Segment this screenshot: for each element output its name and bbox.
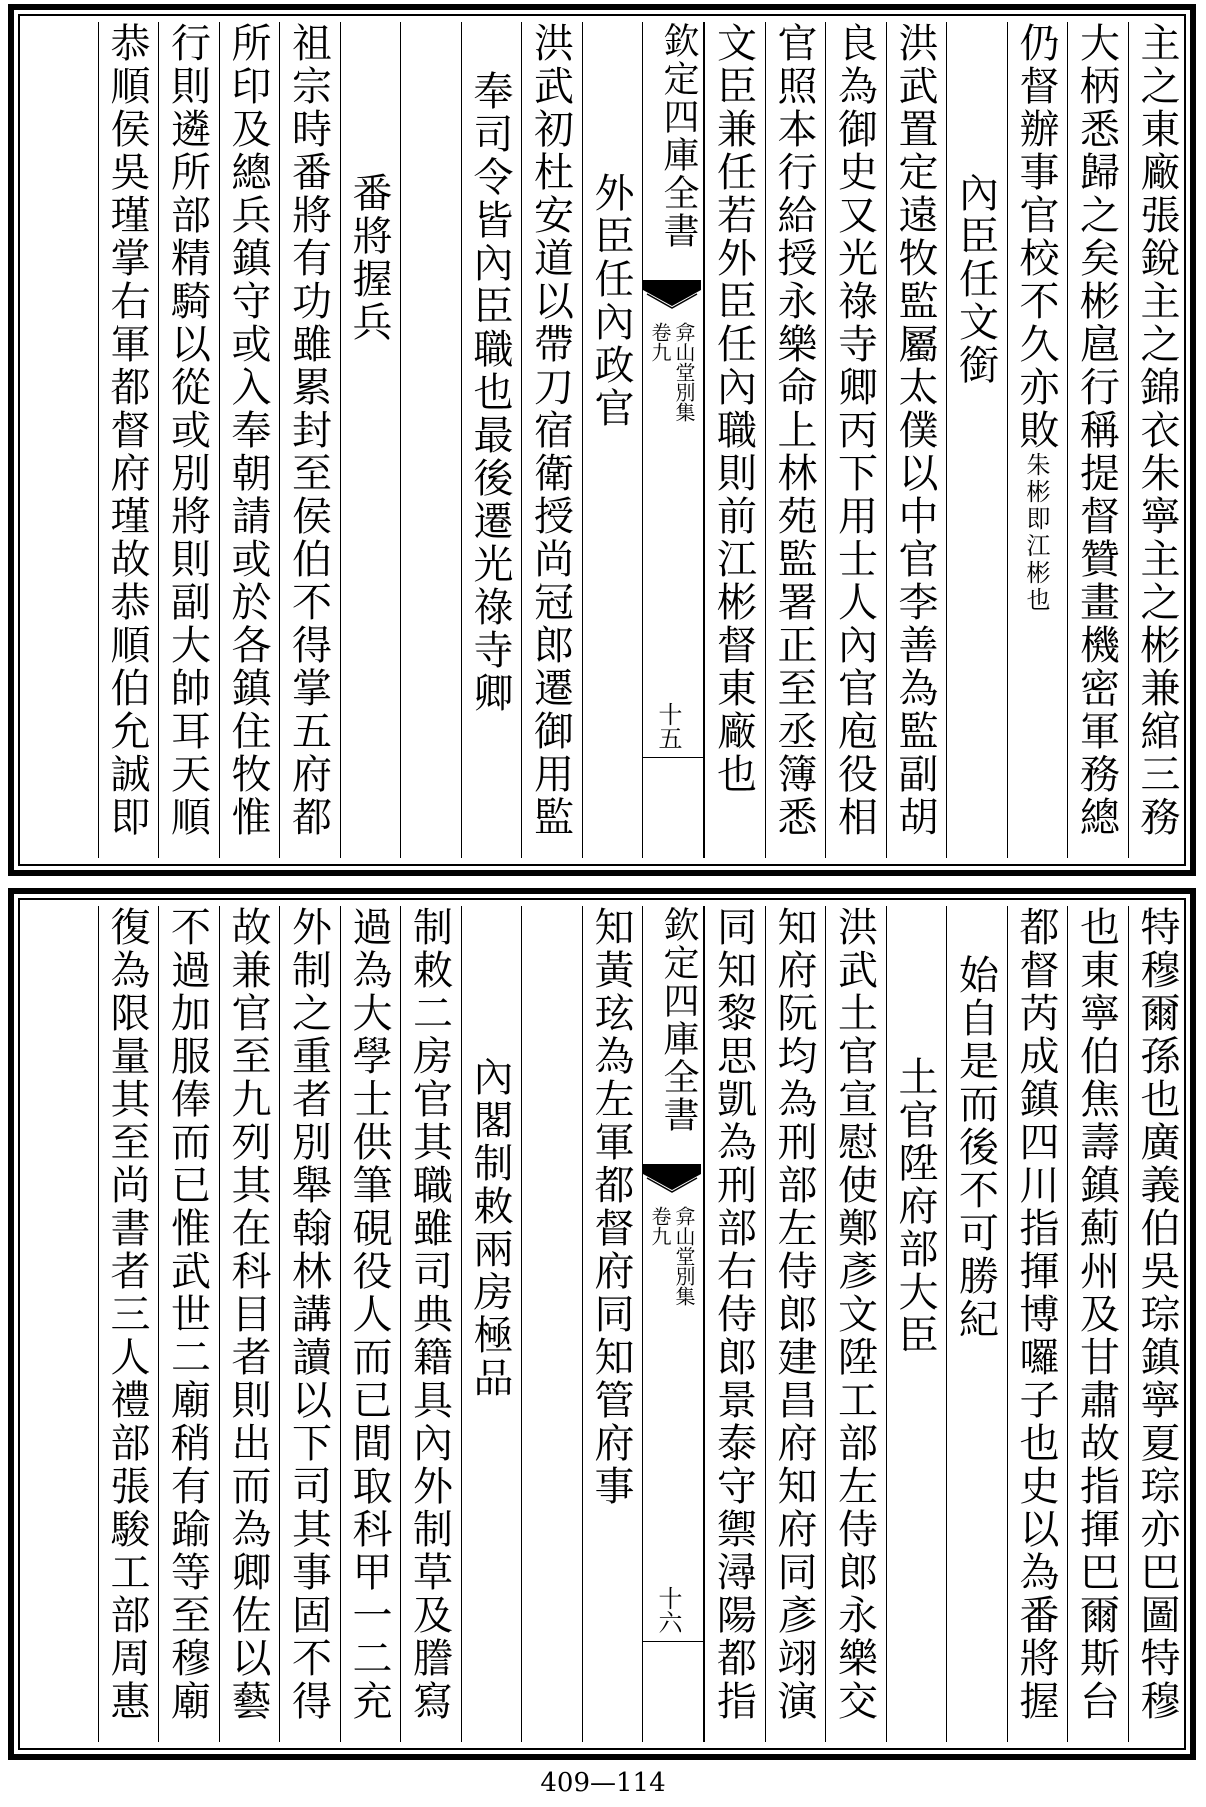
top-right-column-3 [1007, 22, 1068, 858]
top-left-column-4 [400, 22, 461, 858]
bottom-left-column-9 [98, 906, 159, 1742]
top-left-column-2 [521, 22, 582, 858]
top-right-column-4 [946, 22, 1007, 858]
column-text: 外制之重者別舉翰林講讀以下司其事固不得 [285, 906, 332, 1723]
column-text: 故兼官至九列其在科目者則出而為卿佐以藝 [225, 906, 271, 1723]
column-text: 知府阮均為刑部左侍郎建昌府知府同彥翊演 [771, 906, 817, 1723]
center-rule [643, 1641, 703, 1642]
top-right-column-1 [1128, 22, 1189, 858]
column-text: 制敕二房官其職雖司典籍具內外制草及謄寫 [406, 906, 453, 1723]
top-right-column-5 [886, 22, 947, 858]
bottom-right-column-4 [946, 906, 1007, 1742]
column-text: 行則遴所部精騎以從或別將則副大帥耳天順 [164, 22, 211, 839]
top-center-strip [642, 22, 704, 858]
fish-tail-mark-icon [643, 1164, 701, 1194]
column-text: 洪武土官宣慰使鄭彥文陞工部左侍郎永樂交 [831, 906, 878, 1723]
top-left-column-5 [340, 22, 401, 858]
top-left-column-7 [219, 22, 280, 858]
bottom-left-column-6 [279, 906, 340, 1742]
top-left-column-3 [461, 22, 522, 858]
column-text: 良為御史又光祿寺卿丙下用士人內官庖役相 [831, 22, 878, 839]
bottom-right-column-6 [825, 906, 886, 1742]
column-text: 恭順侯吳瑾掌右軍都督府瑾故恭順伯允誠即 [104, 22, 150, 839]
column-text: 文臣兼任若外臣任內職則前江彬督東廠也 [710, 22, 757, 796]
column-text: 同知黎思凱為刑部右侍郎景泰守禦潯陽都指 [710, 906, 757, 1723]
upper-page-frame [8, 4, 1196, 876]
bottom-left-column-2 [521, 906, 582, 1742]
top-right-column-2 [1067, 22, 1128, 858]
bottom-right-column-3 [1007, 906, 1068, 1742]
column-text: 番將握兵 [346, 172, 392, 344]
bottom-right-column-7 [765, 906, 826, 1742]
bottom-left-column-4 [400, 906, 461, 1742]
page-number: 409—114 [540, 1768, 666, 1798]
book-title: 欽定四庫全書 [658, 22, 699, 250]
work-title: 弇山堂別集 [672, 1206, 696, 1306]
bottom-center-strip [642, 906, 704, 1742]
volume-label: 卷九 [648, 322, 672, 362]
column-text: 內臣任文銜 [952, 172, 999, 387]
column-text: 洪武置定遠牧監屬太僕以中官李善為監副胡 [892, 22, 938, 839]
book-title: 欽定四庫全書 [658, 906, 699, 1134]
column-text: 知黃玹為左軍都督府同知管府事 [588, 906, 634, 1508]
bottom-left-column-1 [582, 906, 643, 1742]
leaf-number: 十六 [654, 1586, 682, 1634]
bottom-right-column-5 [886, 906, 947, 1742]
top-left-column-8 [158, 22, 219, 858]
top-left-column-9 [98, 22, 159, 858]
column-text: 祖宗時番將有功雖累封至侯伯不得掌五府都 [285, 22, 332, 839]
column-text: 所印及總兵鎮守或入奉朝請或於各鎮住牧惟 [225, 22, 271, 839]
top-left-column-1 [582, 22, 643, 858]
column-text: 復為限量其至尚書者三人禮部張駿工部周惠 [104, 906, 150, 1723]
fish-tail-mark-icon [643, 280, 701, 310]
bottom-right-column-8 [704, 906, 765, 1742]
column-text: 主之東廠張銳主之錦衣朱寧主之彬兼綰三務 [1134, 22, 1180, 839]
top-right-column-6 [825, 22, 886, 858]
bottom-right-column-1 [1128, 906, 1189, 1742]
leaf-number: 十五 [654, 702, 682, 750]
interlinear-note: 朱彬即江彬也 [1022, 452, 1050, 614]
column-text: 官照本行給授永樂命上林苑監署正至丞簿悉 [771, 22, 817, 839]
column-text: 也東寧伯焦壽鎮薊州及甘肅故指揮巴爾斯台 [1073, 906, 1120, 1723]
column-text: 過為大學士供筆硯役人而已間取科甲一二充 [346, 906, 392, 1723]
bottom-left-column-5 [340, 906, 401, 1742]
bottom-right-column-2 [1067, 906, 1128, 1742]
top-left-column-6 [279, 22, 340, 858]
column-text: 外臣任內政官 [588, 172, 634, 430]
column-text: 不過加服俸而已惟武世二廟稍有踰等至穆廟 [164, 906, 211, 1723]
column-text: 始自是而後不可勝紀 [952, 954, 999, 1341]
work-title: 弇山堂別集 [672, 322, 696, 422]
column-text: 洪武初杜安道以帶刀宿衛授尚冠郎遷御用監 [527, 22, 574, 839]
bottom-left-column-7 [219, 906, 280, 1742]
bottom-left-column-8 [158, 906, 219, 1742]
column-text: 土官陞府部大臣 [892, 1056, 938, 1357]
bottom-left-column-3 [461, 906, 522, 1742]
column-text: 仍督辦事官校不久亦敗朱彬即江彬也 [1013, 22, 1059, 614]
column-text: 內閣制敕兩房極品 [467, 1056, 513, 1400]
column-text: 大柄悉歸之矣彬扈行稱提督贊畫機密軍務總 [1073, 22, 1120, 839]
top-right-column-7 [765, 22, 826, 858]
center-rule [643, 757, 703, 758]
column-text: 奉司令皆內臣職也最後遷光祿寺卿 [467, 70, 513, 715]
top-right-column-8 [704, 22, 765, 858]
column-text: 特穆爾孫也廣義伯吳琮鎮寧夏琮亦巴圖特穆 [1134, 906, 1180, 1723]
volume-label: 卷九 [648, 1206, 672, 1246]
column-text: 都督芮成鎮四川指揮博囉子也史以為番將握 [1013, 906, 1059, 1723]
lower-page-frame [8, 888, 1196, 1760]
